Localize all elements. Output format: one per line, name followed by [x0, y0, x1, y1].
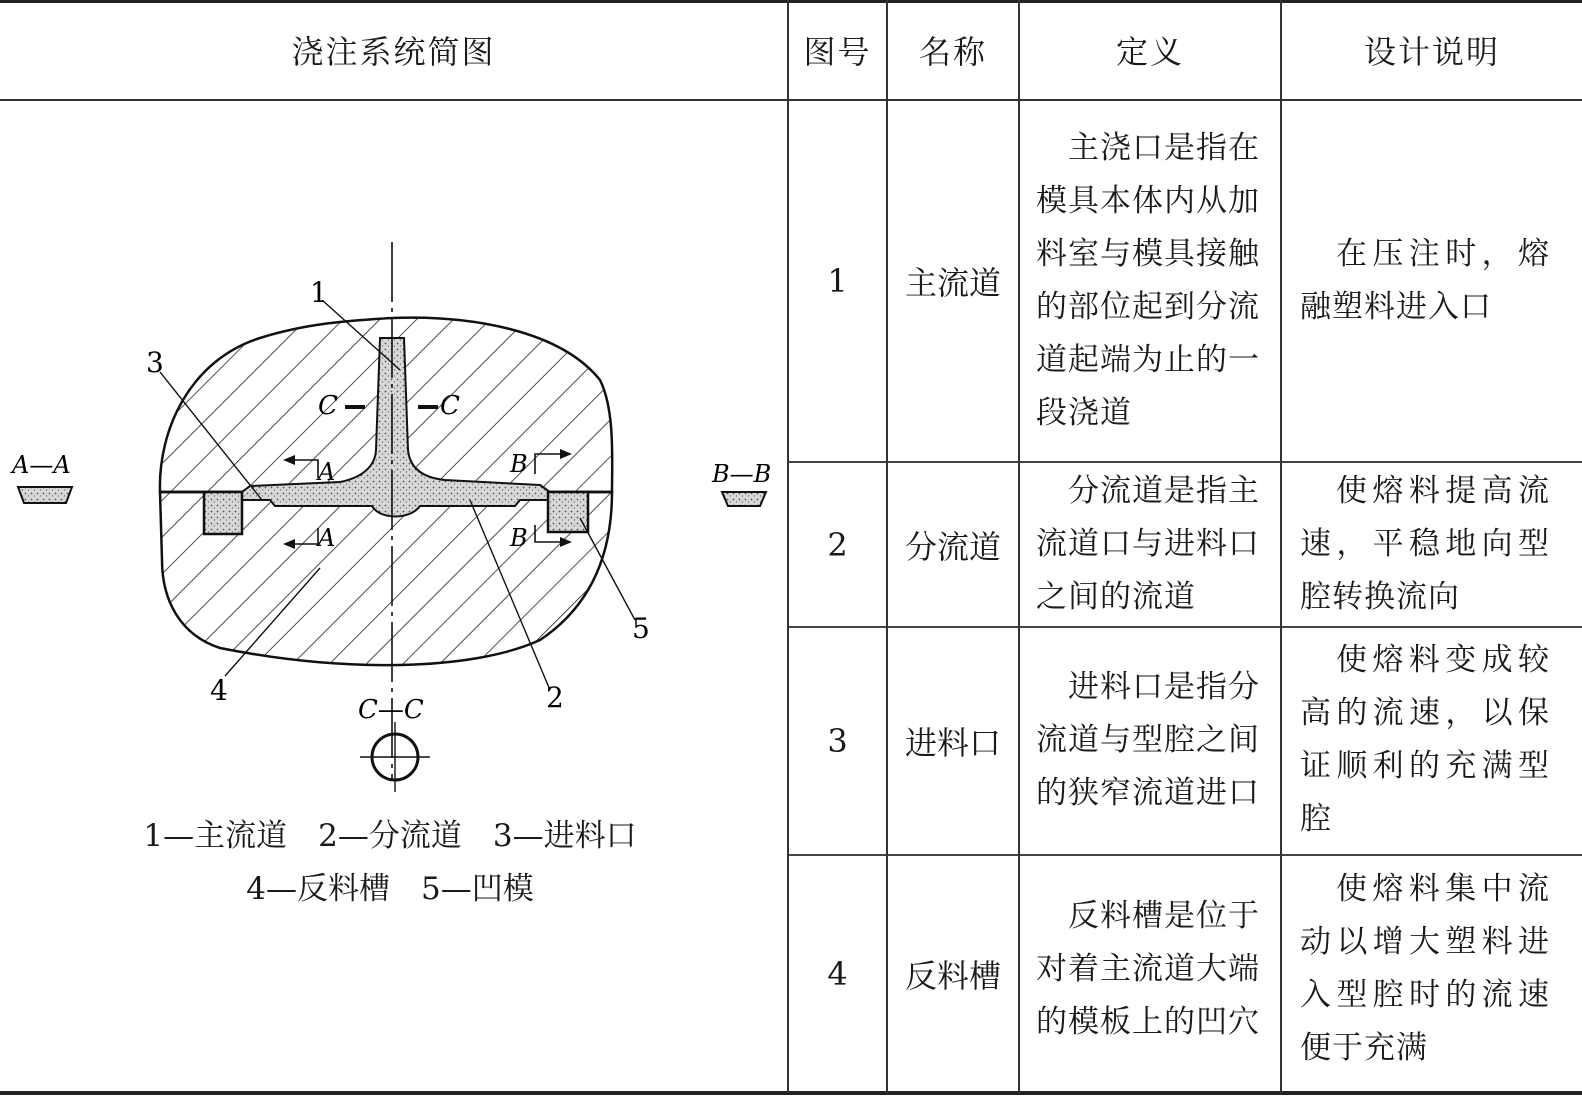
row3-design [1300, 634, 1550, 846]
header-design: 设计说明 [1363, 33, 1500, 71]
table-bottom-rule [0, 1091, 1582, 1095]
label-b-upper: B [510, 450, 528, 478]
row1-def-line: 的部位起到分流 [1036, 289, 1260, 325]
row3-def-line: 流道与型腔之间 [1036, 722, 1260, 758]
label-section-cc: C—C [358, 695, 424, 725]
label-a-lower: A [318, 524, 336, 552]
row2-no: 2 [827, 525, 848, 564]
row2-definition [1036, 465, 1266, 624]
header-no: 图号 [803, 33, 872, 71]
row2-design-line: 腔转换流向 [1300, 579, 1460, 615]
label-5: 5 [632, 612, 650, 645]
row1-def-line: 主浇口是指在 [1068, 130, 1260, 166]
label-c-left: C [318, 391, 338, 421]
gate-pocket [548, 492, 588, 532]
diagram-caption-line1: 1—主流道 2—分流道 3—进料口 [143, 818, 637, 854]
row4-design-line: 入型腔时的流速 [1300, 977, 1550, 1013]
diagram-caption-line2: 4—反料槽 5—凹模 [246, 871, 534, 907]
row4-design-line: 便于充满 [1300, 1030, 1428, 1066]
row2-name: 分流道 [904, 527, 1001, 566]
row1-design [1300, 228, 1550, 334]
row2-design-line: 使熔料提高流 [1336, 473, 1550, 509]
row4-def-line: 的模板上的凹穴 [1036, 1004, 1260, 1040]
row4-design [1300, 863, 1550, 1075]
row4-definition [1036, 890, 1266, 1049]
label-a-upper: A [318, 458, 336, 486]
row1-def-line: 料室与模具接触 [1036, 236, 1260, 272]
label-2: 2 [546, 681, 564, 714]
label-section-bb: B—B [712, 460, 772, 488]
row1-design-line: 融塑料进入口 [1300, 289, 1492, 325]
row2-def-line: 之间的流道 [1036, 579, 1196, 615]
header-diagram: 浇注系统简图 [291, 33, 496, 71]
label-b-lower: B [510, 524, 528, 552]
row2-def-line: 分流道是指主 [1068, 473, 1260, 509]
row4-design-line: 使熔料集中流 [1336, 871, 1550, 907]
row1-name: 主流道 [904, 264, 1001, 302]
label-4: 4 [210, 674, 228, 707]
row4-no: 4 [827, 954, 848, 993]
row2-design-line: 速，平稳地向型 [1300, 526, 1550, 562]
row1-def-line: 段浇道 [1036, 395, 1132, 431]
section-aa-shape [18, 487, 72, 503]
label-3: 3 [146, 346, 164, 379]
col-rule-3 [1018, 0, 1020, 1093]
section-bb-shape [722, 492, 766, 506]
row4-def-line: 反料槽是位于 [1068, 898, 1260, 934]
row2-def-line: 流道口与进料口 [1036, 526, 1260, 562]
row4-def-line: 对着主流道大端 [1036, 951, 1260, 987]
row1-definition [1036, 122, 1266, 440]
label-c-right: C [440, 391, 460, 421]
cold-slug-well [204, 492, 242, 534]
row2-design [1300, 465, 1550, 624]
row3-design-line: 证顺利的充满型 [1300, 748, 1550, 784]
row4-design-line: 动以增大塑料进 [1300, 924, 1550, 960]
row3-design-line: 使熔料变成较 [1336, 642, 1550, 678]
row3-name: 进料口 [904, 724, 1001, 762]
col-rule-4 [1280, 0, 1282, 1093]
runner-system-diagram [0, 101, 786, 1091]
row1-def-line: 模具本体内从加 [1036, 183, 1260, 219]
row3-definition [1036, 661, 1266, 820]
row4-name: 反料槽 [904, 956, 1001, 995]
header-definition: 定义 [1115, 33, 1184, 71]
label-section-aa: A—A [12, 451, 71, 479]
row1-design-line: 在压注时，熔 [1336, 236, 1550, 272]
row1-no: 1 [827, 262, 848, 300]
row3-design-line: 高的流速，以保 [1300, 695, 1550, 731]
row3-no: 3 [827, 722, 848, 760]
row3-def-line: 进料口是指分 [1068, 669, 1260, 705]
row3-def-line: 的狭窄流道进口 [1036, 775, 1260, 811]
row1-def-line: 道起端为止的一 [1036, 342, 1260, 378]
header-name: 名称 [918, 33, 987, 71]
label-1: 1 [310, 276, 328, 309]
row3-design-line: 腔 [1300, 801, 1332, 837]
